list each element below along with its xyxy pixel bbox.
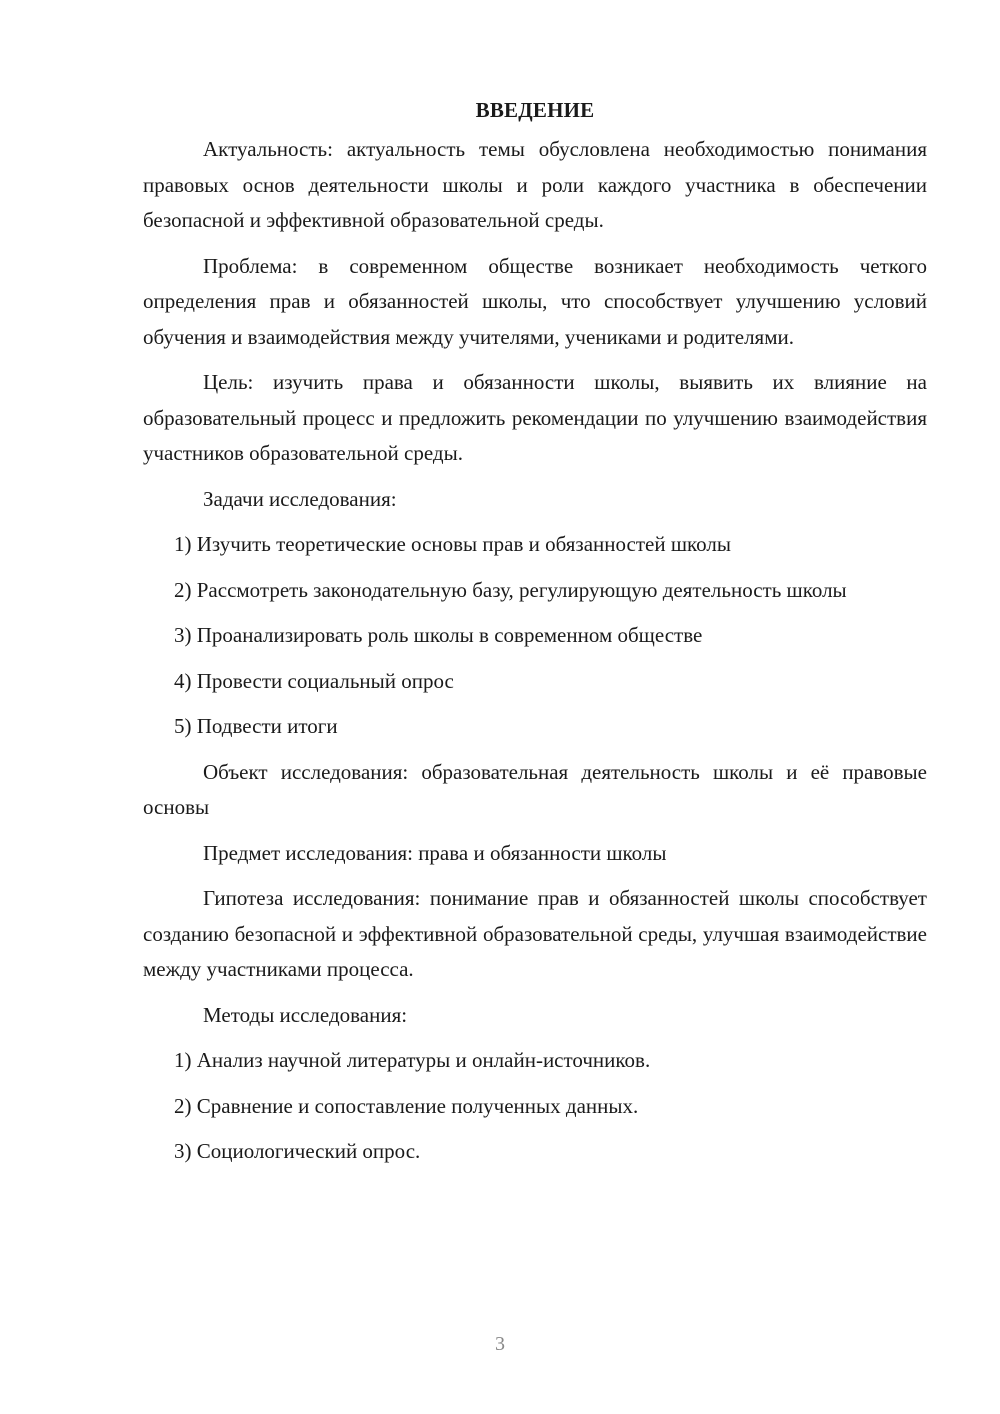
tasks-heading: Задачи исследования:: [203, 486, 397, 511]
task-item-4: 4) Провести социальный опрос: [174, 668, 454, 693]
problem-paragraph: Проблема: в современном обществе возникает необходимость четкого определения прав и обязанностей школы, что способствует улучшению условий обучения и взаимодействия между учителями, учениками и родителями.: [143, 253, 927, 349]
document-page: [143, 92, 927, 1180]
page-number: 3: [495, 1333, 505, 1355]
task-item-3: 3) Проанализировать роль школы в современном обществе: [174, 623, 703, 647]
subject-paragraph: Предмет исследования: права и обязанности школы: [203, 840, 667, 865]
task-item-5: 5) Подвести итоги: [174, 714, 338, 738]
goal-paragraph: Цель: изучить права и обязанности школы, выявить их влияние на образовательный процесс и предложить рекомендации по улучшению взаимодействия участников образовательной среды.: [143, 370, 927, 465]
method-item-1: 1) Анализ научной литературы и онлайн-источников.: [174, 1048, 651, 1072]
hypothesis-paragraph: Гипотеза исследования: понимание прав и обязанностей школы способствует созданию безопасной и эффективной образовательной среды, улучшая взаимодействие между участниками процесса.: [143, 886, 927, 981]
method-item-2: 2) Сравнение и сопоставление полученных данных.: [174, 1093, 639, 1118]
object-paragraph: Объект исследования: образовательная деятельность школы и её правовые основы: [143, 759, 927, 819]
task-item-1: 1) Изучить теоретические основы прав и обязанностей школы: [174, 532, 731, 556]
method-item-3: 3) Социологический опрос.: [174, 1139, 421, 1163]
task-item-2: 2) Рассмотреть законодательную базу, регулирующую деятельность школы: [174, 577, 847, 602]
relevance-paragraph: Актуальность: актуальность темы обусловлена необходимостью понимания правовых основ деятельности школы и роли каждого участника в обеспечении безопасной и эффективной образовательной среды.: [143, 137, 927, 232]
page-title: ВВЕДЕНИЕ: [475, 98, 595, 122]
methods-heading: Методы исследования:: [203, 1002, 408, 1027]
